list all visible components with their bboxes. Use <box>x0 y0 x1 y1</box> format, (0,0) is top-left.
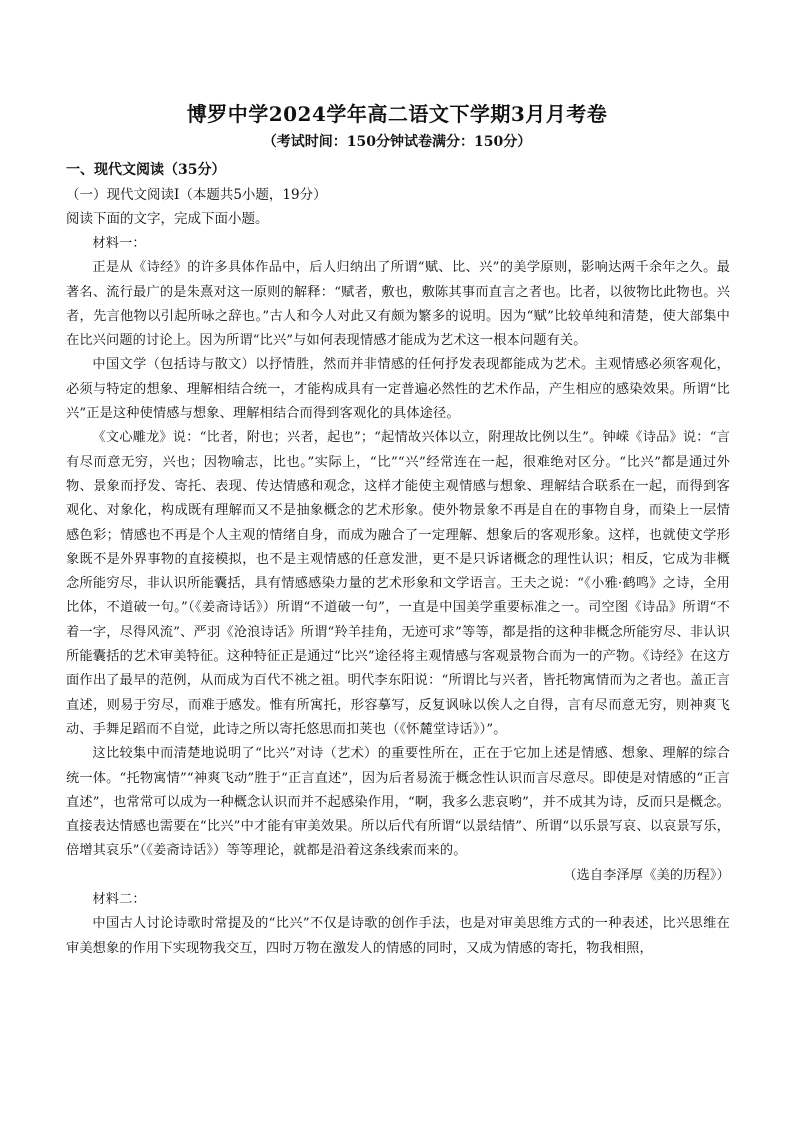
section-heading: 一、现代文阅读（35分） <box>66 162 226 178</box>
section-subheading: （一）现代文阅读Ⅰ（本题共5小题，19分） <box>66 187 327 203</box>
material1-label: 材料一： <box>92 236 146 251</box>
material1-paragraph-4: 这比较集中而清楚地说明了“比兴”对诗（艺术）的重要性所在，正在于它加上述是情感、想象、理解的综合统一体。“托物寓情”“神爽飞动”胜于“正言直述”，因为后者易流于概念性认识而言尽意尽。即使是对情感的“正言直述”，也常常可以成为一种概念认识而并不起感染作用，“啊，我多么悲哀哟”，并不成其为诗，反而只是概念。直接表达情感也需要在“比兴”中才能有审美效果。所以后代有所谓“以景结情”、所谓“以乐景写哀、以哀景写乐，倍增其哀乐”（《姜斋诗话》）等等理论，就都是沿着这条线索而来的。 <box>66 746 730 859</box>
exam-subtitle: （考试时间：150分钟试卷满分：150分） <box>262 134 532 150</box>
reading-instruction: 阅读下面的文字，完成下面小题。 <box>66 211 269 227</box>
material1-paragraph-2: 中国文学（包括诗与散文）以抒情胜，然而并非情感的任何抒发表现都能成为艺术。主观情感必须客观化，必须与特定的想象、理解相结合统一，才能构成具有一定普遍必然性的艺术作品，产生相应的感染效果。所谓“比兴”正是这种使情感与想象、理解相结合而得到客观化的具体途径。 <box>66 357 730 422</box>
material1-paragraph-1: 正是从《诗经》的许多具体作品中，后人归纳出了所谓“赋、比、兴”的美学原则，影响达两千余年之久。最著名、流行最广的是朱熹对这一原则的解释：“赋者，敷也，敷陈其事而直言之者也。比者，以彼物比此物也。兴者，先言他物以引起所咏之辞也。”古人和今人对此又有颇为繁多的说明。因为“赋”比较单纯和清楚，使大部集中在比兴问题的讨论上。因为所谓“比兴”与如何表现情感才能成为艺术这一根本问题有关。 <box>66 260 730 349</box>
exam-title: 博罗中学2024学年高二语文下学期3月月考卷 <box>186 102 608 126</box>
material1-paragraph-3: 《文心雕龙》说：“比者，附也；兴者，起也”；“起情故兴体以立，附理故比例以生”。钟嵘《诗品》说：“言有尽而意无穷，兴也；因物喻志，比也。”实际上，“比”“兴”经常连在一起，很难绝对区分。“比兴”都是通过外物、景象而抒发、寄托、表现、传达情感和观念，这样才能使主观情感与想象、理解结合联系在一起，而得到客观化、对象化，构成既有理解而又不是抽象概念的艺术形象。使外物景象不再是自在的事物自身，而染上一层情感色彩；情感也不再是个人主观的情绪自身，而成为融合了一定理解、想象后的客观形象。这样，也就使文学形象既不是外界事物的直接模拟，也不是主观情感的任意发泄，更不是只诉诸概念的理性认识；相反，它成为非概念所能穷尽，非认识所能囊括，具有情感感染力量的艺术形象和文学语言。王夫之说：“《小雅·鹤鸣》之诗，全用比体，不道破一句。”（《姜斋诗话》）所谓“不道破一句”，一直是中国美学重要标准之一。司空图《诗品》所谓“不着一字，尽得风流”、严羽《沧浪诗话》所谓“羚羊挂角，无迹可求”等等，都是指的这种非概念所能穷尽、非认识所能囊括的艺术审美特征。这种特征正是通过“比兴”途径将主观情感与客观景物合而为一的产物。《诗经》在这方面作出了最早的范例，从而成为百代不祧之祖。明代李东阳说：“所谓比与兴者，皆托物寓情而为之者也。盖正言直述，则易于穷尽，而难于感发。惟有所寓托，形容摹写，反复讽咏以俟人之自得，言有尽而意无穷，则神爽飞动、手舞足蹈而不自觉，此诗之所以寄托悠思而扣荚也（《怀麓堂诗话》）”。 <box>66 430 730 737</box>
material1-source: （选自李泽厚《美的历程》） <box>563 867 730 883</box>
material2-paragraph-1: 中国古人讨论诗歌时常提及的“比兴”不仅是诗歌的创作手法，也是对审美思维方式的一种表述，比兴思维在审美想象的作用下实现物我交互，四时万物在激发人的情感的同时，又成为情感的寄托，物我相照， <box>66 916 730 956</box>
passage-body <box>66 232 730 961</box>
material2-label: 材料二： <box>92 892 146 908</box>
